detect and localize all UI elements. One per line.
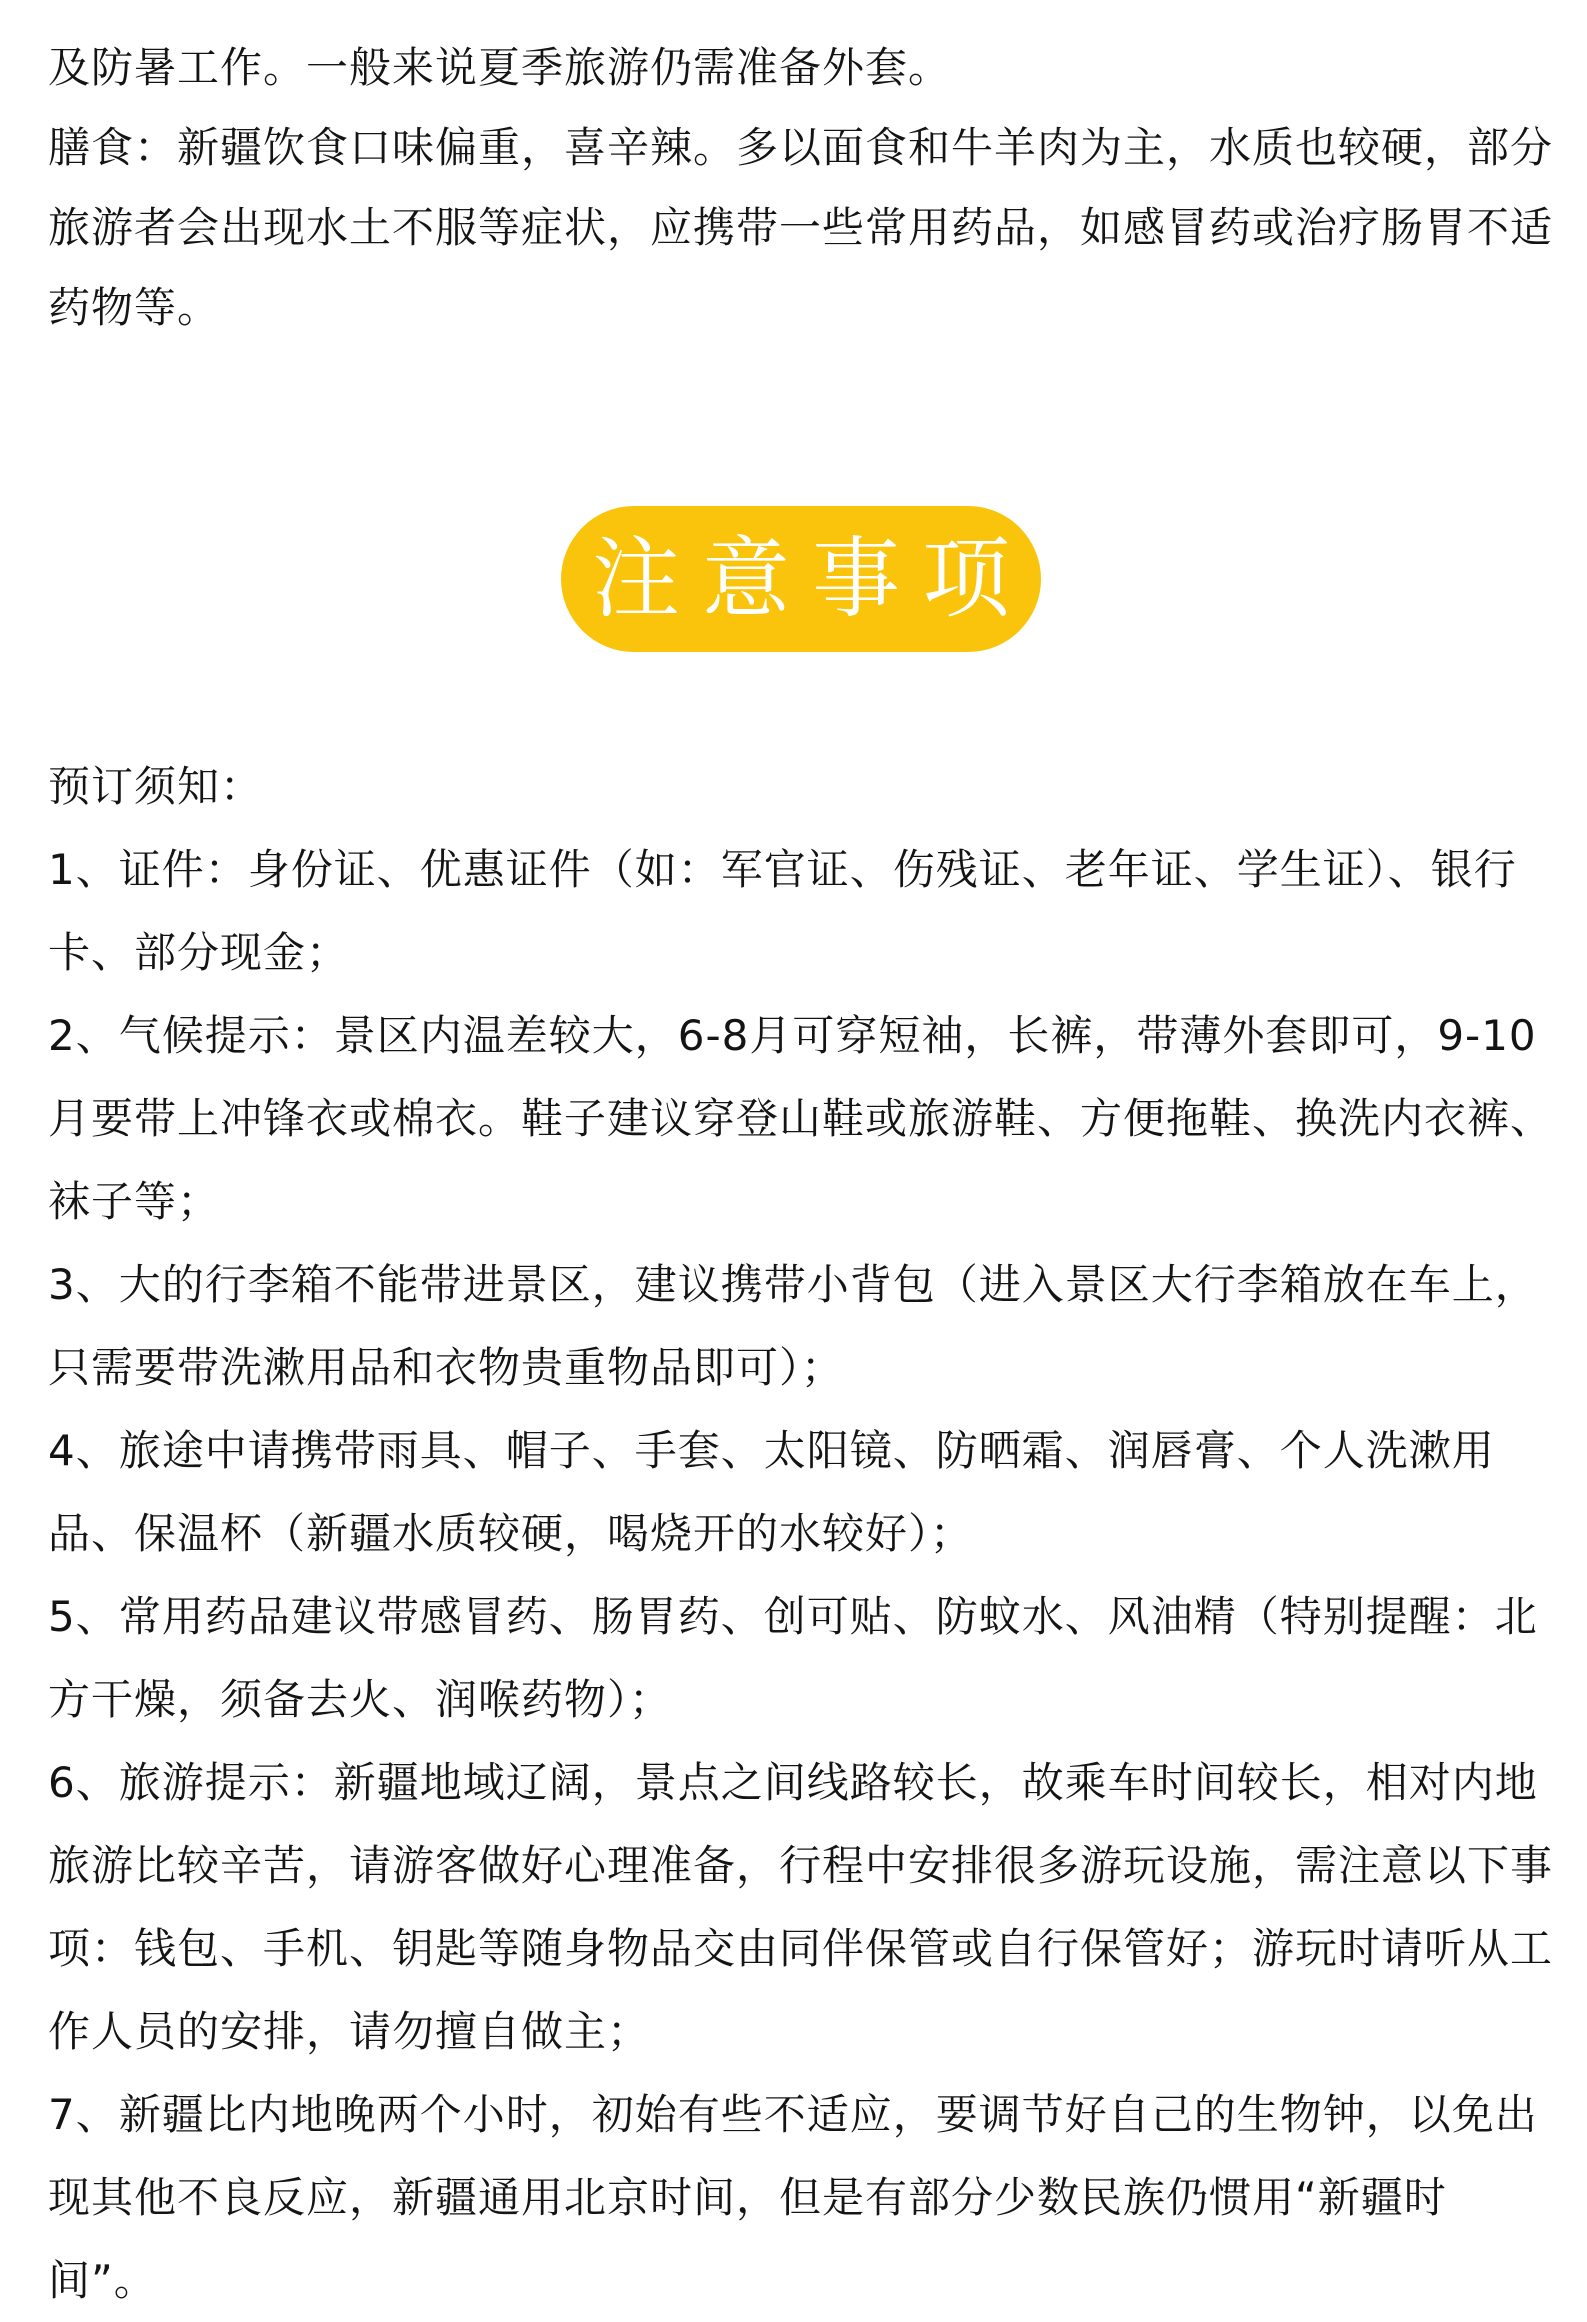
notice-item-documents: 1、证件：身份证、优惠证件（如：军官证、伤残证、老年证、学生证）、银行卡、部分现金； <box>48 845 1517 977</box>
section-heading-title: 注意事项 <box>591 527 1032 630</box>
notice-item-medicine: 5、常用药品建议带感冒药、肠胃药、创可贴、防蚊水、风油精（特别提醒：北方干燥，须备去火、润喉药物）； <box>48 1592 1538 1724</box>
section-heading-badge <box>561 506 1041 652</box>
notice-item-time-zone: 7、新疆比内地晚两个小时，初始有些不适应，要调节好自己的生物钟，以免出现其他不良反应，新疆通用北京时间，但是有部分少数民族仍惯用“新疆时间”。 <box>48 2090 1538 2305</box>
intro-diet-text: 膳食：新疆饮食口味偏重，喜辛辣。多以面食和牛羊肉为主，水质也较硬，部分旅游者会出现水土不服等症状，应携带一些常用药品，如感冒药或治疗肠胃不适药物等。 <box>48 123 1554 332</box>
intro-clothing-text: 及防暑工作。一般来说夏季旅游仍需准备外套。 <box>48 43 952 92</box>
booking-notice-title: 预订须知： <box>48 762 264 811</box>
notice-item-travel-gear: 4、旅途中请携带雨具、帽子、手套、太阳镜、防晒霜、润唇膏、个人洗漱用品、保温杯（新疆水质较硬，喝烧开的水较好）； <box>48 1426 1495 1558</box>
notice-item-luggage: 3、大的行李箱不能带进景区，建议携带小背包（进入景区大行李箱放在车上，只需要带洗漱用品和衣物贵重物品即可）； <box>48 1260 1538 1392</box>
notice-item-travel-tips: 6、旅游提示：新疆地域辽阔，景点之间线路较长，故乘车时间较长，相对内地旅游比较辛苦，请游客做好心理准备，行程中安排很多游玩设施，需注意以下事项：钱包、手机、钥匙等随身物品交由同伴保管或自行保管好；游玩时请听从工作人员的安排，请勿擅自做主； <box>48 1758 1554 2056</box>
notice-item-climate: 2、气候提示：景区内温差较大，6-8月可穿短袖，长裤，带薄外套即可，9-10月要带上冲锋衣或棉衣。鞋子建议穿登山鞋或旅游鞋、方便拖鞋、换洗内衣裤、袜子等； <box>48 1011 1554 1226</box>
